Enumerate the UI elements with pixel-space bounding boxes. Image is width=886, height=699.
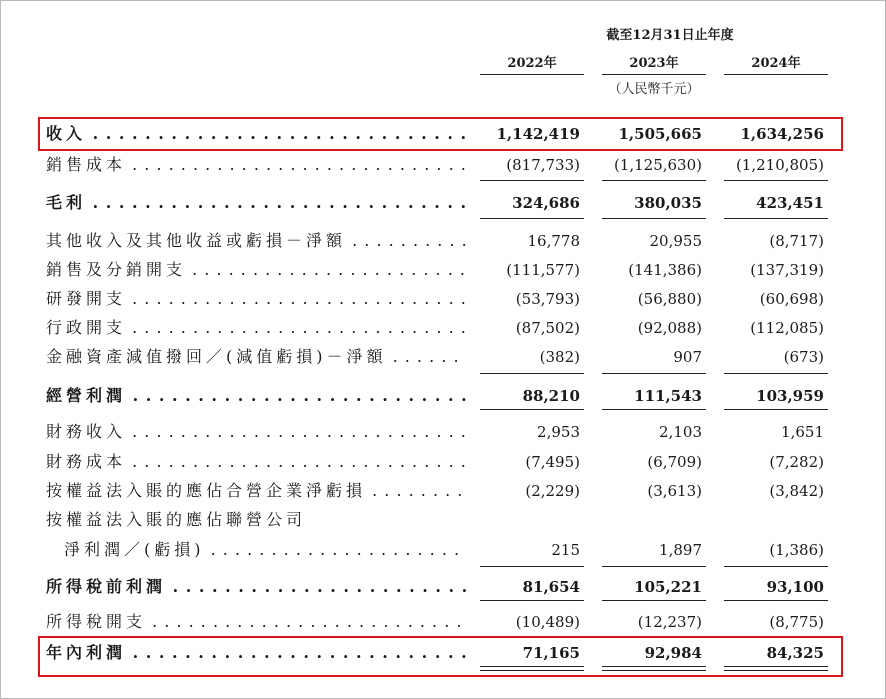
value-2023: 105,221: [634, 578, 702, 596]
row-label: 經營利潤 . . .: [46, 385, 466, 407]
row-income-tax: [46, 611, 836, 633]
subtotal-rule: [480, 180, 584, 181]
row-associates-profit: [46, 539, 836, 561]
row-label: 其他收入及其他收益或虧損－淨額 . . .: [46, 230, 466, 252]
value-2022: 2,953: [537, 423, 580, 441]
value-2024: 1,651: [781, 423, 824, 441]
period-header: 截至12月31日止年度: [606, 28, 734, 43]
row-label: 財務成本 . . .: [46, 451, 466, 473]
value-2022: (7,495): [525, 453, 580, 471]
subtotal-rule: [480, 409, 584, 410]
value-2024: (3,842): [769, 482, 824, 500]
value-2023: 111,543: [634, 387, 702, 405]
row-label: 銷售成本 . . .: [46, 154, 466, 176]
value-2022: (87,502): [515, 319, 580, 337]
row-finance-income: [46, 421, 836, 443]
row-finance-costs: [46, 451, 836, 473]
subtotal-rule: [602, 600, 706, 601]
row-impairment: [46, 346, 836, 368]
subtotal-rule: [724, 600, 828, 601]
value-2023: 380,035: [634, 194, 702, 212]
value-2024: (60,698): [759, 290, 824, 308]
row-label: 財務收入 . . .: [46, 421, 466, 443]
value-2024: 1,634,256: [740, 125, 824, 143]
value-2024: (137,319): [750, 261, 824, 279]
value-2022: (2,229): [525, 482, 580, 500]
value-2022: (382): [539, 348, 580, 366]
subtotal-rule: [724, 566, 828, 567]
subtotal-rule: [724, 409, 828, 410]
value-2023: (141,386): [628, 261, 702, 279]
value-2023: (1,125,630): [613, 156, 702, 174]
value-2023: 1,505,665: [618, 125, 702, 143]
row-label: 銷售及分銷開支 . . .: [46, 259, 466, 281]
value-2024: 93,100: [766, 578, 824, 596]
value-2023: 907: [673, 348, 702, 366]
value-2022: 1,142,419: [496, 125, 580, 143]
value-2022: 71,165: [522, 644, 580, 662]
value-2023: 2,103: [659, 423, 702, 441]
value-2023: 20,955: [649, 232, 702, 250]
value-2023: (56,880): [637, 290, 702, 308]
row-jv-loss: [46, 480, 836, 502]
row-label: 淨利潤／(虧損) . . .: [64, 539, 466, 561]
value-2023: (12,237): [637, 613, 702, 631]
value-2024: 103,959: [756, 387, 824, 405]
subtotal-rule: [602, 373, 706, 374]
subtotal-rule: [724, 180, 828, 181]
unit-label: （人民幣千元）: [608, 82, 700, 97]
subtotal-rule: [480, 600, 584, 601]
value-2022: 81,654: [522, 578, 580, 596]
value-2023: (3,613): [647, 482, 702, 500]
subtotal-rule: [480, 373, 584, 374]
row-label: 行政開支 . . .: [46, 317, 466, 339]
row-selling-expenses: [46, 259, 836, 281]
value-2024: (1,210,805): [735, 156, 824, 174]
row-profit-before-tax: [46, 576, 836, 598]
row-admin-expenses: [46, 317, 836, 339]
row-label: 按權益法入賬的應佔聯營公司: [46, 510, 307, 529]
row-label: 所得稅開支 . . .: [46, 611, 466, 633]
subtotal-rule: [480, 218, 584, 219]
value-2022: (111,577): [506, 261, 580, 279]
row-label: 毛利 . . .: [46, 192, 466, 214]
subtotal-rule: [602, 180, 706, 181]
row-other-income: [46, 230, 836, 252]
row-gross-profit: [46, 192, 836, 214]
value-2022: 215: [551, 541, 580, 559]
revenue-highlight-box: [38, 117, 843, 151]
profit-highlight-box: [38, 636, 843, 677]
value-2023: 1,897: [659, 541, 702, 559]
value-2024: 423,451: [756, 194, 824, 212]
value-2024: (8,717): [769, 232, 824, 250]
row-label: 所得稅前利潤 . . .: [46, 576, 466, 598]
subtotal-rule: [480, 566, 584, 567]
row-label: 金融資產減值撥回／(減值虧損)－淨額 . . .: [46, 346, 466, 368]
value-2023: (6,709): [647, 453, 702, 471]
row-rnd-expenses: [46, 288, 836, 310]
value-2024: (7,282): [769, 453, 824, 471]
value-2022: (10,489): [515, 613, 580, 631]
value-2024: (1,386): [769, 541, 824, 559]
value-2024: (673): [783, 348, 824, 366]
row-operating-profit: [46, 385, 836, 407]
row-label: 收入 . . .: [46, 123, 466, 145]
subtotal-rule: [602, 409, 706, 410]
value-2022: (817,733): [506, 156, 580, 174]
year-2022: 2022年: [480, 52, 584, 75]
row-cost-of-sales: [46, 154, 836, 176]
row-associates-heading: [46, 509, 836, 531]
subtotal-rule: [724, 218, 828, 219]
value-2023: (92,088): [637, 319, 702, 337]
value-2022: 88,210: [522, 387, 580, 405]
value-2023: 92,984: [644, 644, 702, 662]
year-2024: 2024年: [724, 52, 828, 75]
value-2024: (8,775): [769, 613, 824, 631]
subtotal-rule: [724, 373, 828, 374]
row-label: 年內利潤 . . .: [46, 642, 466, 664]
year-2023: 2023年: [602, 52, 706, 75]
value-2022: (53,793): [515, 290, 580, 308]
subtotal-rule: [602, 218, 706, 219]
row-label: 按權益法入賬的應佔合營企業淨虧損 . . .: [46, 480, 466, 502]
value-2024: (112,085): [750, 319, 824, 337]
row-label: 研發開支 . . .: [46, 288, 466, 310]
value-2022: 16,778: [527, 232, 580, 250]
subtotal-rule: [602, 566, 706, 567]
value-2024: 84,325: [766, 644, 824, 662]
value-2022: 324,686: [512, 194, 580, 212]
